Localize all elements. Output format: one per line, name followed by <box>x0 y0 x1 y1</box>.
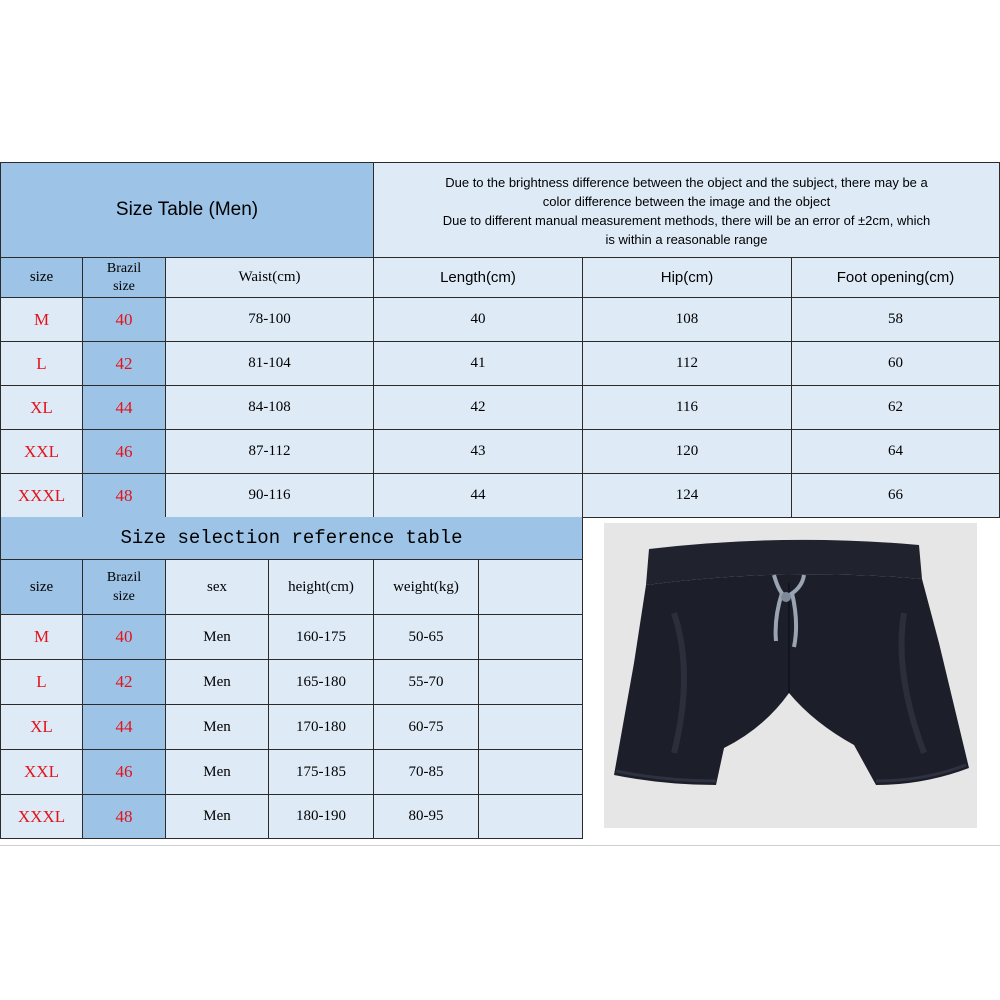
brazil-label: Brazil <box>106 260 142 276</box>
size-table-title: Size Table (Men) <box>1 163 374 258</box>
t2-weight: 55-70 <box>374 660 479 705</box>
t1-size-xxxl: XXXL <box>1 474 83 518</box>
t2-empty <box>479 795 583 839</box>
t2-height: 160-175 <box>269 615 374 660</box>
t1-hip: 124 <box>583 474 792 518</box>
t1-length: 42 <box>374 386 583 430</box>
t2-header-size: size <box>1 560 83 615</box>
t2-sex: Men <box>166 705 269 750</box>
t2-empty <box>479 660 583 705</box>
size-table-men <box>0 162 1000 518</box>
t1-brazil-48: 48 <box>83 474 166 518</box>
t2-header-empty <box>479 560 583 615</box>
t2-brazil-48: 48 <box>83 795 166 839</box>
t1-hip: 112 <box>583 342 792 386</box>
note-line-3: Due to different manual measurement methods, there will be an error of ±2cm, which <box>442 213 931 228</box>
t1-size-xl: XL <box>1 386 83 430</box>
t2-empty <box>479 705 583 750</box>
t2-height: 175-185 <box>269 750 374 795</box>
t2-brazil-46: 46 <box>83 750 166 795</box>
t1-size-m: M <box>1 298 83 342</box>
t2-height: 170-180 <box>269 705 374 750</box>
bottom-divider <box>0 845 1000 846</box>
t1-brazil-40: 40 <box>83 298 166 342</box>
t1-size-l: L <box>1 342 83 386</box>
t2-size-xxxl: XXXL <box>1 795 83 839</box>
t2-weight: 80-95 <box>374 795 479 839</box>
brazil-size-label: size <box>113 589 135 604</box>
brazil-size-label: size <box>113 278 135 294</box>
col-header-foot-opening: Foot opening(cm) <box>792 258 1000 298</box>
t1-foot: 58 <box>792 298 1000 342</box>
t2-header-sex: sex <box>166 560 269 615</box>
note-line-1: Due to the brightness difference between the object and the subject, there may be a <box>445 175 928 190</box>
t1-length: 44 <box>374 474 583 518</box>
t2-sex: Men <box>166 660 269 705</box>
t2-height: 165-180 <box>269 660 374 705</box>
t2-empty <box>479 750 583 795</box>
t1-hip: 120 <box>583 430 792 474</box>
t2-size-l: L <box>1 660 83 705</box>
t1-waist: 90-116 <box>166 474 374 518</box>
brazil-label: Brazil <box>106 570 142 585</box>
col-header-waist: Waist(cm) <box>166 258 374 298</box>
t1-foot: 66 <box>792 474 1000 518</box>
t2-weight: 70-85 <box>374 750 479 795</box>
note-line-2: color difference between the image and the object <box>542 194 831 209</box>
t1-brazil-42: 42 <box>83 342 166 386</box>
t2-sex: Men <box>166 615 269 660</box>
t1-size-xxl: XXL <box>1 430 83 474</box>
col-header-brazil-size <box>83 258 166 298</box>
t1-length: 43 <box>374 430 583 474</box>
col-header-length: Length(cm) <box>374 258 583 298</box>
shorts-illustration <box>604 523 977 828</box>
col-header-size: size <box>1 258 83 298</box>
t1-waist: 78-100 <box>166 298 374 342</box>
t2-sex: Men <box>166 795 269 839</box>
t1-hip: 108 <box>583 298 792 342</box>
t2-size-xxl: XXL <box>1 750 83 795</box>
t2-brazil-44: 44 <box>83 705 166 750</box>
t1-waist: 81-104 <box>166 342 374 386</box>
measurement-note <box>374 163 1000 258</box>
t1-foot: 64 <box>792 430 1000 474</box>
t2-sex: Men <box>166 750 269 795</box>
black-shorts-photo <box>604 523 977 828</box>
t2-size-xl: XL <box>1 705 83 750</box>
t2-brazil-42: 42 <box>83 660 166 705</box>
t1-waist: 84-108 <box>166 386 374 430</box>
t2-header-height: height(cm) <box>269 560 374 615</box>
t1-length: 40 <box>374 298 583 342</box>
t1-foot: 60 <box>792 342 1000 386</box>
t1-brazil-44: 44 <box>83 386 166 430</box>
size-selection-table <box>0 517 582 839</box>
t1-waist: 87-112 <box>166 430 374 474</box>
t2-header-weight: weight(kg) <box>374 560 479 615</box>
size-selection-title: Size selection reference table <box>1 517 583 560</box>
t1-foot: 62 <box>792 386 1000 430</box>
t2-brazil-40: 40 <box>83 615 166 660</box>
note-line-4: is within a reasonable range <box>605 232 768 247</box>
t1-length: 41 <box>374 342 583 386</box>
t2-size-m: M <box>1 615 83 660</box>
t1-brazil-46: 46 <box>83 430 166 474</box>
col-header-hip: Hip(cm) <box>583 258 792 298</box>
t2-header-brazil-size <box>83 560 166 615</box>
t2-weight: 60-75 <box>374 705 479 750</box>
t2-empty <box>479 615 583 660</box>
t2-height: 180-190 <box>269 795 374 839</box>
t2-weight: 50-65 <box>374 615 479 660</box>
t1-hip: 116 <box>583 386 792 430</box>
